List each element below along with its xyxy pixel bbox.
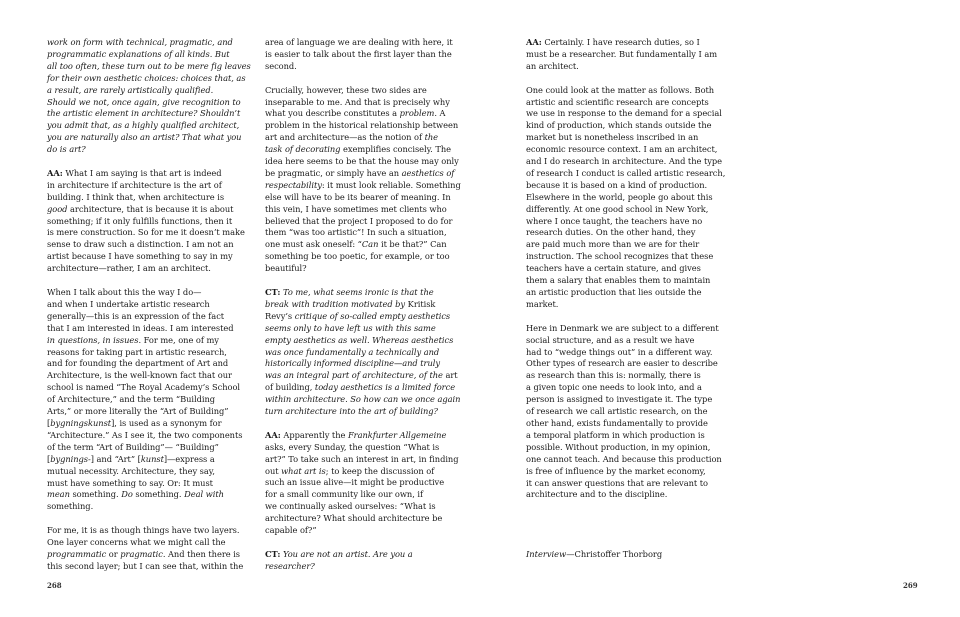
text-line — [47, 358, 247, 370]
text-run: Here in Denmark we are subject to a different — [526, 322, 719, 333]
text-run: turn architecture into the art of building? — [265, 406, 438, 417]
paragraph — [265, 430, 465, 537]
text-line — [47, 501, 247, 513]
text-run: this vein, I have sometimes met clients who — [265, 203, 447, 214]
text-run: . A — [434, 108, 446, 119]
text-line — [47, 347, 247, 359]
paragraph — [265, 549, 465, 573]
text-run: ; to keep the discussion of — [325, 465, 435, 476]
text-run: Frankfurter Allgemeine — [347, 429, 447, 440]
text-line — [526, 251, 726, 263]
text-line — [47, 37, 247, 49]
text-run: respectability — [265, 179, 322, 190]
text-line — [265, 37, 465, 49]
text-line — [47, 442, 247, 454]
text-run: person is assigned to investigate it. The type — [526, 394, 713, 405]
text-run: is easier to talk about the first layer than the — [265, 48, 452, 59]
text-line — [265, 549, 465, 561]
text-run: be pragmatic, or simply have an — [265, 167, 402, 178]
text-run: it be that?” Can — [378, 239, 447, 250]
text-line — [526, 204, 726, 216]
text-line — [526, 287, 726, 299]
text-run: something. — [47, 501, 94, 512]
text-run: something. — [69, 489, 122, 500]
text-run: and I do research in architecture. And the type — [526, 156, 722, 167]
text-run: break with tradition motivated by — [265, 298, 408, 309]
text-run: : it must look reliable. Something — [321, 179, 461, 190]
text-run: area of language we are dealing with here, it — [265, 37, 453, 47]
text-line — [526, 335, 726, 347]
text-run: good — [47, 203, 68, 214]
text-run: Can — [361, 239, 379, 250]
speaker-label: CT: — [265, 548, 281, 559]
text-run: kind of production, which stands outside the — [526, 120, 712, 131]
right-page-number: 269 — [903, 581, 918, 590]
text-run: problem in the historical relationship between — [265, 120, 459, 131]
page-gutter — [480, 0, 481, 617]
text-run: Revy’s — [265, 310, 293, 321]
text-line — [47, 251, 247, 263]
text-line — [47, 466, 247, 478]
text-run: economic resource context. I am an architect, — [526, 144, 718, 155]
text-run: Apparently the — [280, 429, 348, 440]
text-line — [526, 61, 726, 73]
text-line — [265, 85, 465, 97]
text-line — [526, 132, 726, 144]
text-run: was once fundamentally a technically and — [265, 346, 440, 357]
text-run: exemplifies concisely. The — [340, 144, 451, 155]
text-run: capable of?” — [265, 525, 317, 536]
text-line — [47, 454, 247, 466]
paragraph — [526, 323, 726, 502]
text-run: within architecture. So how can we once again — [265, 394, 461, 405]
text-line — [265, 156, 465, 168]
text-run: architecture—rather, I am an architect. — [47, 263, 211, 274]
text-line — [526, 275, 726, 287]
text-line — [265, 97, 465, 109]
text-line — [526, 466, 726, 478]
text-run: task of decorating — [265, 144, 341, 155]
text-line — [47, 430, 247, 442]
text-run: critique of so-called empty aesthetics — [292, 310, 451, 321]
text-run: For me, one of my — [141, 334, 219, 345]
text-run: what you describe constitutes a — [265, 108, 400, 119]
text-line — [265, 120, 465, 132]
text-run: researcher? — [265, 560, 315, 571]
text-run: idea here seems to be that the house may only — [265, 156, 459, 167]
text-run: must have something to say. Or: It must — [47, 477, 213, 488]
text-run: of building, — [265, 382, 313, 393]
text-line — [526, 97, 726, 109]
text-line — [526, 489, 726, 501]
speaker-label: AA: — [47, 167, 63, 178]
text-line — [47, 323, 247, 335]
text-run: you are naturally also an artist? That what you — [47, 132, 242, 143]
text-line — [47, 299, 247, 311]
text-run: historically informed discipline—and truly — [265, 358, 440, 369]
text-line — [47, 382, 247, 394]
text-run: is free of influence by the market economy, — [526, 465, 706, 476]
text-run: artistic and scientific research are concepts — [526, 96, 709, 107]
text-line — [47, 537, 247, 549]
text-line — [47, 489, 247, 501]
text-line — [265, 406, 465, 418]
text-run: it can answer questions that are relevant to — [526, 477, 708, 488]
text-line — [526, 370, 726, 382]
text-line — [47, 180, 247, 192]
text-run: empty aesthetics as well. Whereas aesthetics — [265, 334, 454, 345]
left-page-number: 268 — [47, 581, 62, 590]
text-line — [47, 85, 247, 97]
text-run: [ — [47, 417, 51, 428]
text-line — [265, 382, 465, 394]
text-line — [47, 335, 247, 347]
text-run: sense to draw such a distinction. I am not an — [47, 239, 234, 250]
text-line — [526, 108, 726, 120]
text-run: for their own aesthetic choices: choices that, as — [47, 72, 246, 83]
text-run: building. I think that, when architecture is — [47, 191, 225, 202]
text-line — [526, 239, 726, 251]
text-run: Other types of research are easier to describe — [526, 358, 718, 369]
paragraph — [47, 37, 251, 156]
text-run: bygnings- — [50, 453, 91, 464]
text-line — [47, 287, 247, 299]
text-run: are paid much more than we are for their — [526, 239, 700, 250]
text-run: art?” To take such an interest in art, in finding — [265, 453, 459, 464]
paragraph — [47, 525, 247, 573]
text-run: must be a researcher. But fundamentally I am — [526, 48, 718, 59]
paragraph — [47, 287, 247, 513]
running-footer-separator: — — [566, 549, 575, 559]
text-line — [526, 37, 726, 49]
text-run: and for founding the department of Art and — [47, 358, 229, 369]
text-run: possible. Without production, in my opinion, — [526, 441, 711, 452]
speaker-label: CT: — [265, 287, 281, 297]
text-run: something be too poetic, for example, or too — [265, 251, 450, 262]
text-run: For me, it is as though things have two layers. — [47, 525, 240, 536]
text-line — [526, 430, 726, 442]
text-run: Should we not, once again, give recognition to — [47, 96, 241, 107]
text-run: this second layer; but I can see that, within the — [47, 560, 244, 571]
text-run: aesthetics of — [401, 167, 455, 178]
text-line — [265, 168, 465, 180]
text-run: programmatic — [47, 548, 107, 559]
text-run: of research I conduct is called artistic research, — [526, 167, 726, 178]
text-line — [47, 549, 247, 561]
text-run: To me, what seems ironic is that the — [280, 287, 434, 297]
text-line — [526, 299, 726, 311]
text-run: art — [445, 370, 458, 381]
text-line — [526, 180, 726, 192]
text-line — [47, 394, 247, 406]
text-line — [526, 216, 726, 228]
text-line — [265, 501, 465, 513]
text-line — [265, 525, 465, 537]
text-run: asks, every Sunday, the question “What is — [265, 441, 440, 452]
text-run: inseparable to me. And that is precisely why — [265, 96, 450, 107]
text-line — [526, 168, 726, 180]
text-line — [47, 108, 247, 120]
text-line — [526, 85, 726, 97]
text-line — [47, 204, 247, 216]
text-run: One could look at the matter as follows. Both — [526, 84, 715, 95]
text-run: architecture and to the discipline. — [526, 489, 668, 500]
text-line — [265, 287, 465, 299]
text-run: something; if it only fulfills functions, then it — [47, 215, 233, 226]
text-line — [47, 49, 247, 61]
text-line — [47, 370, 247, 382]
running-footer-author: Christoffer Thorborg — [574, 549, 663, 559]
paragraph — [526, 37, 726, 73]
text-run: them “was too artistic”! In such a situation, — [265, 227, 447, 238]
text-run: mean — [47, 489, 70, 500]
text-line — [526, 156, 726, 168]
text-run: today aesthetics is a limited force — [312, 382, 456, 393]
text-line — [265, 466, 465, 478]
speaker-label: AA: — [526, 37, 542, 47]
text-run: ], is used as a synonym for — [111, 417, 222, 428]
text-line — [265, 347, 465, 359]
text-run: generally—this is an expression of the fact — [47, 310, 225, 321]
text-run: You are not an artist. Are you a — [280, 548, 413, 559]
text-run: one must ask oneself: “ — [265, 239, 362, 250]
text-run: Deal with — [184, 489, 224, 500]
text-line — [265, 132, 465, 144]
speaker-label: AA: — [265, 429, 281, 440]
text-run: all too often, these turn out to be mere fig leaves — [47, 60, 251, 71]
right-page-column — [526, 37, 726, 513]
text-run: in architecture if architecture is the art of — [47, 179, 222, 190]
text-line — [265, 61, 465, 73]
text-line — [265, 489, 465, 501]
text-line — [47, 132, 247, 144]
text-run: else will have to be its bearer of meaning. In — [265, 191, 451, 202]
text-line — [47, 73, 247, 85]
text-run: out — [265, 465, 282, 476]
text-run: Certainly. I have research duties, so I — [541, 37, 700, 47]
text-line — [265, 430, 465, 442]
text-line — [265, 323, 465, 335]
text-run: had to “wedge things out” in a different way. — [526, 346, 713, 357]
left-page-column-2 — [265, 37, 465, 585]
text-run: was an integral part of architecture, of the — [265, 370, 446, 381]
text-run: pragmatic — [120, 548, 163, 559]
text-line — [47, 60, 251, 73]
paragraph — [526, 85, 726, 311]
text-run: the artistic element in architecture? Shouldn’t — [47, 108, 241, 119]
text-line — [526, 418, 726, 430]
text-run: programmatic explanations of all kinds. But — [47, 48, 230, 59]
text-run: . And then there is — [162, 548, 241, 559]
text-run: other hand, exists fundamentally to provide — [526, 417, 708, 428]
text-line — [47, 478, 247, 490]
text-line — [526, 192, 726, 204]
text-line — [526, 227, 726, 239]
text-line — [47, 406, 247, 418]
text-line — [526, 347, 726, 359]
text-run: social structure, and as a result we have — [526, 334, 695, 345]
text-line — [47, 168, 247, 180]
text-line — [47, 192, 247, 204]
text-run: a result, are rarely artistically qualified. — [47, 84, 214, 95]
text-line — [47, 239, 247, 251]
text-line — [265, 251, 465, 263]
text-line — [265, 239, 465, 251]
text-run: because it is based on a kind of production. — [526, 179, 708, 190]
text-line — [526, 144, 726, 156]
paragraph — [265, 85, 465, 276]
text-run: Architecture, is the well-known fact that our — [47, 370, 232, 381]
text-run: an architect. — [526, 60, 579, 71]
text-line — [265, 299, 465, 311]
text-line — [265, 204, 465, 216]
text-line — [265, 49, 465, 61]
left-page-column-1 — [47, 37, 251, 585]
text-run: beautiful? — [265, 263, 307, 274]
text-line — [265, 358, 465, 370]
text-line — [526, 442, 726, 454]
text-run: school is named “The Royal Academy’s School — [47, 382, 240, 393]
text-line — [265, 144, 465, 156]
text-line — [265, 454, 465, 466]
text-run: one cannot teach. And because this production — [526, 453, 722, 464]
text-run: Do — [121, 489, 133, 500]
text-run: an artistic production that lies outside the — [526, 287, 702, 298]
text-line — [265, 192, 465, 204]
text-run: differently. At one good school in New York, — [526, 203, 709, 214]
text-line — [47, 525, 247, 537]
text-line — [526, 49, 726, 61]
text-line — [47, 263, 247, 275]
text-run: ]—express a — [163, 453, 215, 464]
text-line — [265, 227, 465, 239]
text-run: Elsewhere in the world, people go about this — [526, 191, 713, 202]
text-line — [265, 216, 465, 228]
text-run: bygningskunst — [50, 417, 112, 428]
text-run: or — [106, 548, 121, 559]
text-run: “Architecture.” As I see it, the two components — [47, 429, 243, 440]
text-line — [526, 358, 726, 370]
text-run: kunst — [140, 453, 164, 464]
text-run: we continually asked ourselves: “What is — [265, 501, 436, 512]
text-run: and when I undertake artistic research — [47, 298, 210, 309]
text-line — [265, 477, 465, 489]
text-line — [526, 394, 726, 406]
text-line — [265, 108, 465, 120]
text-run: [ — [47, 453, 51, 464]
text-run: artist because I have something to say in my — [47, 251, 233, 262]
text-line — [47, 97, 247, 109]
text-run: what art is — [281, 465, 326, 476]
text-line — [47, 561, 247, 573]
text-run: of the term “Art of Building”— “Building” — [47, 441, 219, 452]
text-run: of Architecture,” and the term “Building — [47, 394, 216, 405]
text-run: seems only to have left us with this same — [265, 322, 436, 333]
text-run: What I am saying is that art is indeed — [62, 167, 222, 178]
text-run: instruction. The school recognizes that these — [526, 251, 714, 262]
text-run: architecture, that is because it is about — [67, 203, 234, 214]
running-footer-title: Interview — [526, 549, 567, 559]
text-run: of research we call artistic research, on the — [526, 406, 708, 417]
text-line — [265, 180, 465, 192]
text-run: mutual necessity. Architecture, they say, — [47, 465, 215, 476]
text-run: believed that the project I proposed to do for — [265, 215, 453, 226]
text-run: do is art? — [47, 144, 86, 155]
text-run: you admit that, as a highly qualified architect, — [47, 120, 240, 131]
text-line — [526, 120, 726, 132]
text-line — [47, 227, 247, 239]
text-run: we use in response to the demand for a special — [526, 108, 722, 119]
paragraph — [265, 287, 465, 418]
text-run: the — [424, 132, 439, 143]
text-run: research duties. On the other hand, they — [526, 227, 696, 238]
text-line — [526, 406, 726, 418]
text-line — [526, 263, 726, 275]
text-run: second. — [265, 60, 297, 71]
text-line — [265, 263, 465, 275]
text-line — [47, 216, 247, 228]
text-run: architecture? What should architecture be — [265, 513, 443, 524]
text-run: where I once taught, the teachers have no — [526, 215, 703, 226]
text-line — [526, 323, 726, 335]
text-line — [526, 454, 726, 466]
text-line — [265, 370, 465, 382]
text-run: One layer concerns what we might call the — [47, 537, 226, 548]
text-run: for a small community like our own, if — [265, 489, 424, 500]
text-run: Kritisk — [407, 298, 436, 309]
text-run: market but is nonetheless inscribed in an — [526, 132, 699, 143]
text-run: as research than this is: normally, there is — [526, 370, 701, 381]
text-run: is mere construction. So for me it doesn’t make — [47, 227, 245, 238]
text-run: something. — [132, 489, 185, 500]
text-run: such an issue alive—it might be productive — [265, 477, 445, 488]
text-run: Arts,” or more literally the “Art of Building” — [47, 406, 229, 417]
text-run: a given topic one needs to look into, and a — [526, 382, 702, 393]
paragraph — [47, 168, 247, 275]
text-run: reasons for taking part in artistic research, — [47, 346, 227, 357]
text-line — [526, 382, 726, 394]
text-run: problem — [399, 108, 435, 119]
text-line — [47, 418, 247, 430]
text-run: Crucially, however, these two sides are — [265, 84, 427, 95]
text-line — [265, 311, 465, 323]
text-line — [47, 311, 247, 323]
text-run: in questions, in issues. — [47, 334, 142, 345]
text-run: market. — [526, 298, 559, 309]
text-run: teachers have a certain stature, and gives — [526, 263, 701, 274]
paragraph — [265, 37, 465, 73]
text-line — [47, 144, 247, 156]
text-run: art and architecture—as the notion of — [265, 132, 425, 143]
text-run: work on form with technical, pragmatic, and — [47, 37, 233, 47]
text-run: that I am interested in ideas. I am interested — [47, 322, 234, 333]
text-run: ] and “Art” [ — [90, 453, 141, 464]
text-line — [47, 120, 247, 132]
text-line — [265, 561, 465, 573]
text-run: a temporal platform in which production is — [526, 429, 705, 440]
text-line — [265, 394, 465, 406]
text-line — [265, 442, 465, 454]
text-line — [265, 335, 465, 347]
text-run: them a salary that enables them to maintain — [526, 275, 711, 286]
running-footer — [526, 549, 662, 561]
text-line — [526, 478, 726, 490]
text-run: When I talk about this the way I do— — [47, 287, 202, 297]
text-line — [265, 513, 465, 525]
